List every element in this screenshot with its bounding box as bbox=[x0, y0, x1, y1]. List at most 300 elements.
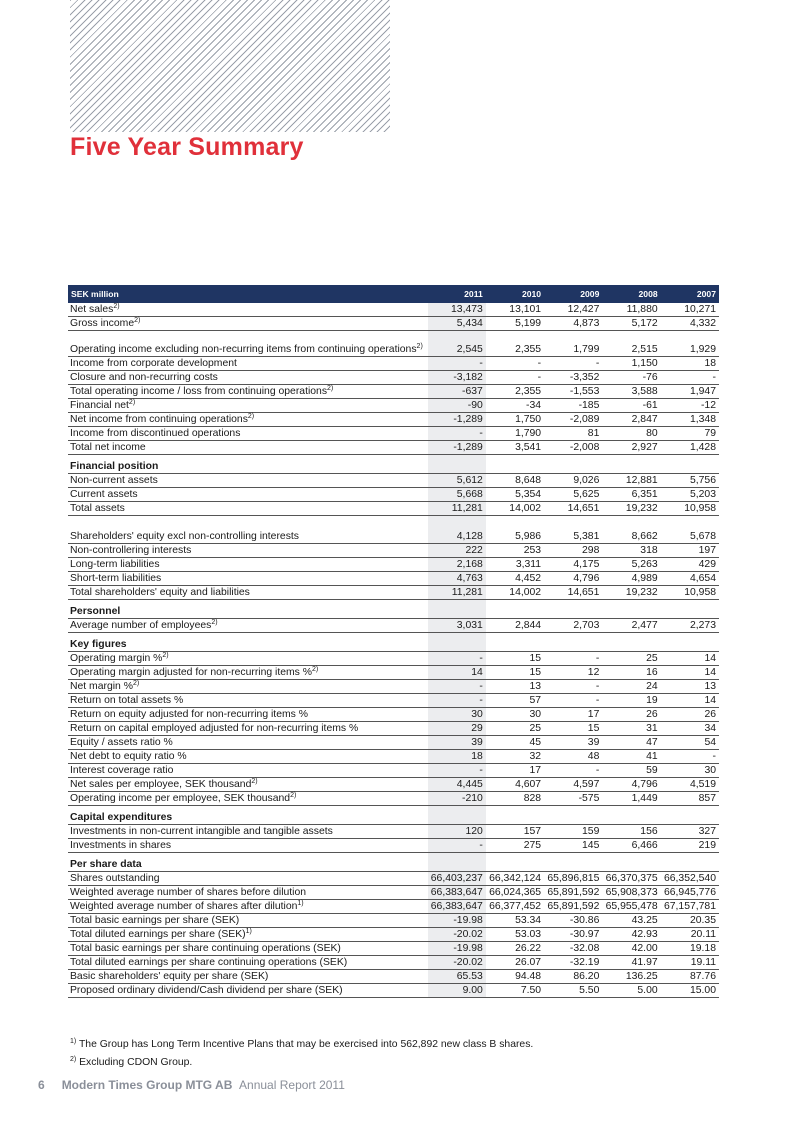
table-row bbox=[68, 441, 719, 455]
value-cell: 66,383,647 bbox=[428, 885, 486, 899]
value-cell: 5,986 bbox=[486, 530, 544, 544]
value-cell: 4,763 bbox=[428, 571, 486, 585]
footnote-ref: 2) bbox=[211, 618, 218, 626]
value-cell: 66,342,124 bbox=[486, 871, 544, 885]
row-label bbox=[68, 927, 428, 941]
table-row bbox=[68, 735, 719, 749]
value-cell: 94.48 bbox=[486, 969, 544, 983]
value-cell: 4,175 bbox=[544, 557, 602, 571]
row-label-text: Equity / assets ratio % bbox=[70, 736, 173, 748]
empty-cell bbox=[68, 516, 428, 530]
row-label bbox=[68, 721, 428, 735]
row-label-text: Operating income per employee, SEK thousand bbox=[70, 792, 291, 804]
value-cell: 11,880 bbox=[602, 303, 660, 317]
table-row bbox=[68, 707, 719, 721]
value-cell: 2,927 bbox=[602, 441, 660, 455]
section-heading-row bbox=[68, 599, 719, 618]
row-label-text: Total shareholders' equity and liabilities bbox=[70, 586, 250, 598]
value-cell: 12 bbox=[544, 665, 602, 679]
row-label bbox=[68, 427, 428, 441]
row-label-text: Return on total assets % bbox=[70, 694, 184, 706]
value-cell: 1,150 bbox=[602, 357, 660, 371]
table-row bbox=[68, 488, 719, 502]
table-row bbox=[68, 885, 719, 899]
value-cell: 18 bbox=[428, 749, 486, 763]
value-cell: -76 bbox=[602, 371, 660, 385]
row-label bbox=[68, 651, 428, 665]
row-label-text: Current assets bbox=[70, 489, 138, 500]
footer-company: Modern Times Group MTG AB bbox=[61, 1078, 233, 1092]
table-row bbox=[68, 777, 719, 791]
footnotes bbox=[70, 1036, 533, 1072]
row-label bbox=[68, 618, 428, 632]
row-label bbox=[68, 735, 428, 749]
table-row bbox=[68, 399, 719, 413]
table-row bbox=[68, 371, 719, 385]
value-cell: 26.07 bbox=[486, 955, 544, 969]
table-row bbox=[68, 721, 719, 735]
table-row bbox=[68, 557, 719, 571]
value-cell: 2,515 bbox=[602, 331, 660, 357]
value-cell: 15.00 bbox=[661, 983, 719, 997]
value-cell: 1,750 bbox=[486, 413, 544, 427]
value-cell: - bbox=[428, 693, 486, 707]
table-row bbox=[68, 955, 719, 969]
value-cell: - bbox=[428, 763, 486, 777]
value-cell: 197 bbox=[661, 543, 719, 557]
value-cell: 14 bbox=[428, 665, 486, 679]
value-cell: 66,403,237 bbox=[428, 871, 486, 885]
value-cell: 26 bbox=[661, 707, 719, 721]
value-cell: 26.22 bbox=[486, 941, 544, 955]
value-cell: 14,651 bbox=[544, 585, 602, 599]
value-cell: 29 bbox=[428, 721, 486, 735]
row-label bbox=[68, 777, 428, 791]
value-cell: -575 bbox=[544, 791, 602, 805]
empty-cell bbox=[544, 599, 602, 618]
row-label-text: Interest coverage ratio bbox=[70, 764, 174, 776]
table-row bbox=[68, 749, 719, 763]
value-cell: 30 bbox=[661, 763, 719, 777]
row-label-text: Net margin % bbox=[70, 680, 133, 692]
value-cell: 8,648 bbox=[486, 474, 544, 488]
value-cell: 136.25 bbox=[602, 969, 660, 983]
value-cell: 65,891,592 bbox=[544, 885, 602, 899]
value-cell: -19.98 bbox=[428, 941, 486, 955]
row-label-text: Gross income bbox=[70, 318, 135, 329]
footnote-ref: 2) bbox=[311, 665, 319, 673]
table-header-row bbox=[68, 285, 719, 303]
header-year: 2010 bbox=[486, 285, 544, 303]
row-label bbox=[68, 955, 428, 969]
value-cell: 4,796 bbox=[544, 571, 602, 585]
value-cell: 5,756 bbox=[661, 474, 719, 488]
row-label-text: Total basic earnings per share (SEK) bbox=[70, 914, 240, 926]
row-label bbox=[68, 331, 428, 357]
value-cell: 8,662 bbox=[602, 530, 660, 544]
value-cell: 19.11 bbox=[661, 955, 719, 969]
value-cell: 3,588 bbox=[602, 385, 660, 399]
value-cell: 53.03 bbox=[486, 927, 544, 941]
table-row bbox=[68, 331, 719, 357]
value-cell: -34 bbox=[486, 399, 544, 413]
value-cell: 67,157,781 bbox=[661, 899, 719, 913]
row-label-text: Total net income bbox=[70, 442, 146, 453]
value-cell: 31 bbox=[602, 721, 660, 735]
table-row bbox=[68, 413, 719, 427]
empty-cell bbox=[661, 455, 719, 474]
row-label-text: Return on equity adjusted for non-recurring items % bbox=[70, 708, 308, 720]
value-cell: 30 bbox=[486, 707, 544, 721]
value-cell: 34 bbox=[661, 721, 719, 735]
row-label bbox=[68, 357, 428, 371]
value-cell: 3,541 bbox=[486, 441, 544, 455]
header-label: SEK million bbox=[68, 285, 428, 303]
value-cell: 15 bbox=[544, 721, 602, 735]
value-cell: -61 bbox=[602, 399, 660, 413]
table-row bbox=[68, 913, 719, 927]
hatched-pattern bbox=[70, 0, 390, 132]
empty-cell bbox=[544, 632, 602, 651]
value-cell: 39 bbox=[428, 735, 486, 749]
row-label bbox=[68, 665, 428, 679]
row-label-text: Investments in non-current intangible and tangible assets bbox=[70, 825, 333, 837]
value-cell: -30.86 bbox=[544, 913, 602, 927]
value-cell: 66,370,375 bbox=[602, 871, 660, 885]
value-cell: 14 bbox=[661, 693, 719, 707]
value-cell: 5.00 bbox=[602, 983, 660, 997]
empty-cell bbox=[486, 599, 544, 618]
value-cell: 1,348 bbox=[661, 413, 719, 427]
table-row bbox=[68, 618, 719, 632]
value-cell: 1,449 bbox=[602, 791, 660, 805]
value-cell: 14,002 bbox=[486, 585, 544, 599]
value-cell: 222 bbox=[428, 543, 486, 557]
value-cell: 4,519 bbox=[661, 777, 719, 791]
value-cell: - bbox=[544, 763, 602, 777]
empty-cell bbox=[544, 516, 602, 530]
row-label bbox=[68, 749, 428, 763]
row-label-text: Long-term liabilities bbox=[70, 558, 160, 570]
value-cell: -2,089 bbox=[544, 413, 602, 427]
value-cell: 42.93 bbox=[602, 927, 660, 941]
row-label bbox=[68, 763, 428, 777]
section-heading: Personnel bbox=[68, 599, 428, 618]
value-cell: 12,881 bbox=[602, 474, 660, 488]
value-cell: 4,445 bbox=[428, 777, 486, 791]
empty-cell bbox=[602, 805, 660, 824]
value-cell: - bbox=[544, 357, 602, 371]
value-cell: 45 bbox=[486, 735, 544, 749]
value-cell: 3,031 bbox=[428, 618, 486, 632]
row-label bbox=[68, 530, 428, 544]
value-cell: 10,958 bbox=[661, 502, 719, 516]
row-label-text: Return on capital employed adjusted for non-recurring items % bbox=[70, 722, 359, 734]
value-cell: 26 bbox=[602, 707, 660, 721]
footnote-text: The Group has Long Term Incentive Plans that may be exercised into 562,892 new class B shares. bbox=[78, 1039, 534, 1050]
row-label-text: Average number of employees bbox=[70, 619, 212, 631]
value-cell: 5,434 bbox=[428, 317, 486, 331]
table-row bbox=[68, 585, 719, 599]
row-label bbox=[68, 983, 428, 997]
value-cell: 9.00 bbox=[428, 983, 486, 997]
row-label-text: Financial net bbox=[70, 400, 129, 411]
value-cell: 43.25 bbox=[602, 913, 660, 927]
value-cell: 66,383,647 bbox=[428, 899, 486, 913]
header-year: 2007 bbox=[661, 285, 719, 303]
value-cell: -32.19 bbox=[544, 955, 602, 969]
section-heading-row bbox=[68, 805, 719, 824]
footnote-ref: 2) bbox=[247, 413, 255, 420]
value-cell: -210 bbox=[428, 791, 486, 805]
empty-cell bbox=[486, 516, 544, 530]
footnote-ref: 1) bbox=[245, 927, 252, 935]
value-cell: 19.18 bbox=[661, 941, 719, 955]
value-cell: 327 bbox=[661, 824, 719, 838]
row-label bbox=[68, 385, 428, 399]
header-year: 2011 bbox=[428, 285, 486, 303]
row-label bbox=[68, 885, 428, 899]
row-label-text: Total assets bbox=[70, 503, 125, 514]
row-label bbox=[68, 371, 428, 385]
value-cell: 39 bbox=[544, 735, 602, 749]
footnote-ref: 2) bbox=[132, 679, 140, 687]
value-cell: 19,232 bbox=[602, 502, 660, 516]
value-cell: 5,172 bbox=[602, 317, 660, 331]
row-label-text: Total operating income / loss from continuing operations bbox=[70, 386, 328, 397]
row-label bbox=[68, 502, 428, 516]
value-cell: - bbox=[428, 679, 486, 693]
value-cell: 5,668 bbox=[428, 488, 486, 502]
value-cell: 11,281 bbox=[428, 502, 486, 516]
value-cell: 6,351 bbox=[602, 488, 660, 502]
row-label bbox=[68, 557, 428, 571]
value-cell: 156 bbox=[602, 824, 660, 838]
table-row bbox=[68, 693, 719, 707]
value-cell: 5,612 bbox=[428, 474, 486, 488]
row-label bbox=[68, 899, 428, 913]
value-cell: 5,678 bbox=[661, 530, 719, 544]
table-row bbox=[68, 941, 719, 955]
value-cell: 17 bbox=[544, 707, 602, 721]
empty-cell bbox=[486, 805, 544, 824]
empty-cell bbox=[544, 805, 602, 824]
value-cell: 14 bbox=[661, 665, 719, 679]
value-cell: 87.76 bbox=[661, 969, 719, 983]
value-cell: 7.50 bbox=[486, 983, 544, 997]
value-cell: -1,553 bbox=[544, 385, 602, 399]
value-cell: 42.00 bbox=[602, 941, 660, 955]
value-cell: 4,796 bbox=[602, 777, 660, 791]
empty-cell bbox=[602, 455, 660, 474]
value-cell: -30.97 bbox=[544, 927, 602, 941]
footnote bbox=[70, 1054, 533, 1072]
row-label bbox=[68, 571, 428, 585]
empty-cell bbox=[602, 516, 660, 530]
value-cell: 2,355 bbox=[486, 331, 544, 357]
footnote-ref: 2) bbox=[416, 343, 423, 350]
value-cell: 219 bbox=[661, 838, 719, 852]
value-cell: 13 bbox=[486, 679, 544, 693]
value-cell: 30 bbox=[428, 707, 486, 721]
value-cell: -20.02 bbox=[428, 927, 486, 941]
value-cell: -20.02 bbox=[428, 955, 486, 969]
value-cell: - bbox=[661, 749, 719, 763]
table-row bbox=[68, 357, 719, 371]
value-cell: 159 bbox=[544, 824, 602, 838]
section-heading: Key figures bbox=[68, 632, 428, 651]
value-cell: 1,428 bbox=[661, 441, 719, 455]
table-row bbox=[68, 679, 719, 693]
value-cell: 275 bbox=[486, 838, 544, 852]
table-row bbox=[68, 530, 719, 544]
value-cell: 66,024,365 bbox=[486, 885, 544, 899]
value-cell: 857 bbox=[661, 791, 719, 805]
row-label-text: Net income from continuing operations bbox=[70, 414, 248, 425]
value-cell: -12 bbox=[661, 399, 719, 413]
value-cell: -3,352 bbox=[544, 371, 602, 385]
row-label bbox=[68, 838, 428, 852]
header-year: 2008 bbox=[602, 285, 660, 303]
value-cell: 18 bbox=[661, 357, 719, 371]
section-heading: Per share data bbox=[68, 852, 428, 871]
empty-cell bbox=[544, 852, 602, 871]
page-footer bbox=[38, 1078, 345, 1092]
table-row bbox=[68, 543, 719, 557]
row-label bbox=[68, 913, 428, 927]
page-title: Five Year Summary bbox=[70, 133, 304, 161]
row-label bbox=[68, 543, 428, 557]
value-cell: 10,958 bbox=[661, 585, 719, 599]
value-cell: 41.97 bbox=[602, 955, 660, 969]
row-label-text: Weighted average number of shares after dilution bbox=[70, 900, 298, 912]
row-label-text: Basic shareholders' equity per share (SEK) bbox=[70, 970, 269, 982]
value-cell: 298 bbox=[544, 543, 602, 557]
section-heading-row bbox=[68, 852, 719, 871]
table-row bbox=[68, 474, 719, 488]
table-row bbox=[68, 983, 719, 997]
table-row bbox=[68, 969, 719, 983]
value-cell: 5.50 bbox=[544, 983, 602, 997]
value-cell: 24 bbox=[602, 679, 660, 693]
value-cell: 25 bbox=[486, 721, 544, 735]
value-cell: -3,182 bbox=[428, 371, 486, 385]
value-cell: 66,945,776 bbox=[661, 885, 719, 899]
empty-cell bbox=[661, 516, 719, 530]
row-label bbox=[68, 969, 428, 983]
page-number: 6 bbox=[38, 1078, 45, 1092]
row-label-text: Weighted average number of shares before dilution bbox=[70, 886, 307, 898]
value-cell: 13,101 bbox=[486, 303, 544, 317]
empty-cell bbox=[428, 632, 486, 651]
value-cell: -1,289 bbox=[428, 413, 486, 427]
row-label-text: Total diluted earnings per share continuing operations (SEK) bbox=[70, 956, 348, 968]
value-cell: 11,281 bbox=[428, 585, 486, 599]
empty-cell bbox=[602, 632, 660, 651]
value-cell: 2,477 bbox=[602, 618, 660, 632]
value-cell: -185 bbox=[544, 399, 602, 413]
value-cell: 12,427 bbox=[544, 303, 602, 317]
footnote-ref: 1) bbox=[297, 899, 304, 907]
value-cell: - bbox=[486, 371, 544, 385]
value-cell: 66,377,452 bbox=[486, 899, 544, 913]
section-heading: Financial position bbox=[68, 455, 428, 474]
value-cell: 145 bbox=[544, 838, 602, 852]
value-cell: 13 bbox=[661, 679, 719, 693]
value-cell: 4,452 bbox=[486, 571, 544, 585]
value-cell: 2,844 bbox=[486, 618, 544, 632]
footer-report: Annual Report 2011 bbox=[239, 1078, 345, 1092]
row-label-text: Investments in shares bbox=[70, 839, 172, 851]
value-cell: 318 bbox=[602, 543, 660, 557]
value-cell: 15 bbox=[486, 651, 544, 665]
footnote-mark: 2) bbox=[70, 1056, 77, 1063]
footnote-mark: 1) bbox=[70, 1038, 77, 1045]
value-cell: -19.98 bbox=[428, 913, 486, 927]
value-cell: 14,651 bbox=[544, 502, 602, 516]
value-cell: - bbox=[544, 679, 602, 693]
footnote bbox=[70, 1036, 533, 1054]
table-row bbox=[68, 317, 719, 331]
value-cell: 47 bbox=[602, 735, 660, 749]
row-label bbox=[68, 585, 428, 599]
row-label-text: Total diluted earnings per share (SEK) bbox=[70, 928, 246, 940]
value-cell: 53.34 bbox=[486, 913, 544, 927]
footnote-ref: 2) bbox=[128, 399, 136, 406]
footnote-ref: 2) bbox=[327, 385, 334, 392]
empty-cell bbox=[486, 632, 544, 651]
value-cell: 65,896,815 bbox=[544, 871, 602, 885]
value-cell: 16 bbox=[602, 665, 660, 679]
empty-cell bbox=[661, 632, 719, 651]
table-row bbox=[68, 871, 719, 885]
row-label bbox=[68, 399, 428, 413]
value-cell: 828 bbox=[486, 791, 544, 805]
value-cell: 66,352,540 bbox=[661, 871, 719, 885]
row-label bbox=[68, 488, 428, 502]
value-cell: 1,947 bbox=[661, 385, 719, 399]
empty-cell bbox=[428, 852, 486, 871]
table-row bbox=[68, 927, 719, 941]
row-label bbox=[68, 941, 428, 955]
footnote-ref: 2) bbox=[290, 791, 297, 799]
value-cell: 20.35 bbox=[661, 913, 719, 927]
row-label bbox=[68, 871, 428, 885]
row-label bbox=[68, 413, 428, 427]
row-label bbox=[68, 693, 428, 707]
empty-cell bbox=[486, 455, 544, 474]
value-cell: 2,703 bbox=[544, 618, 602, 632]
value-cell: 120 bbox=[428, 824, 486, 838]
value-cell: 65.53 bbox=[428, 969, 486, 983]
row-label-text: Short-term liabilities bbox=[70, 572, 162, 584]
value-cell: 25 bbox=[602, 651, 660, 665]
row-label-text: Net sales bbox=[70, 304, 114, 315]
value-cell: 6,466 bbox=[602, 838, 660, 852]
value-cell: 253 bbox=[486, 543, 544, 557]
value-cell: 14 bbox=[661, 651, 719, 665]
value-cell: 5,263 bbox=[602, 557, 660, 571]
value-cell: -637 bbox=[428, 385, 486, 399]
footnote-ref: 2) bbox=[134, 317, 141, 324]
value-cell: - bbox=[544, 651, 602, 665]
value-cell: 1,799 bbox=[544, 331, 602, 357]
value-cell: - bbox=[428, 357, 486, 371]
value-cell: - bbox=[428, 427, 486, 441]
table-row bbox=[68, 651, 719, 665]
table-row bbox=[68, 763, 719, 777]
value-cell: - bbox=[544, 693, 602, 707]
